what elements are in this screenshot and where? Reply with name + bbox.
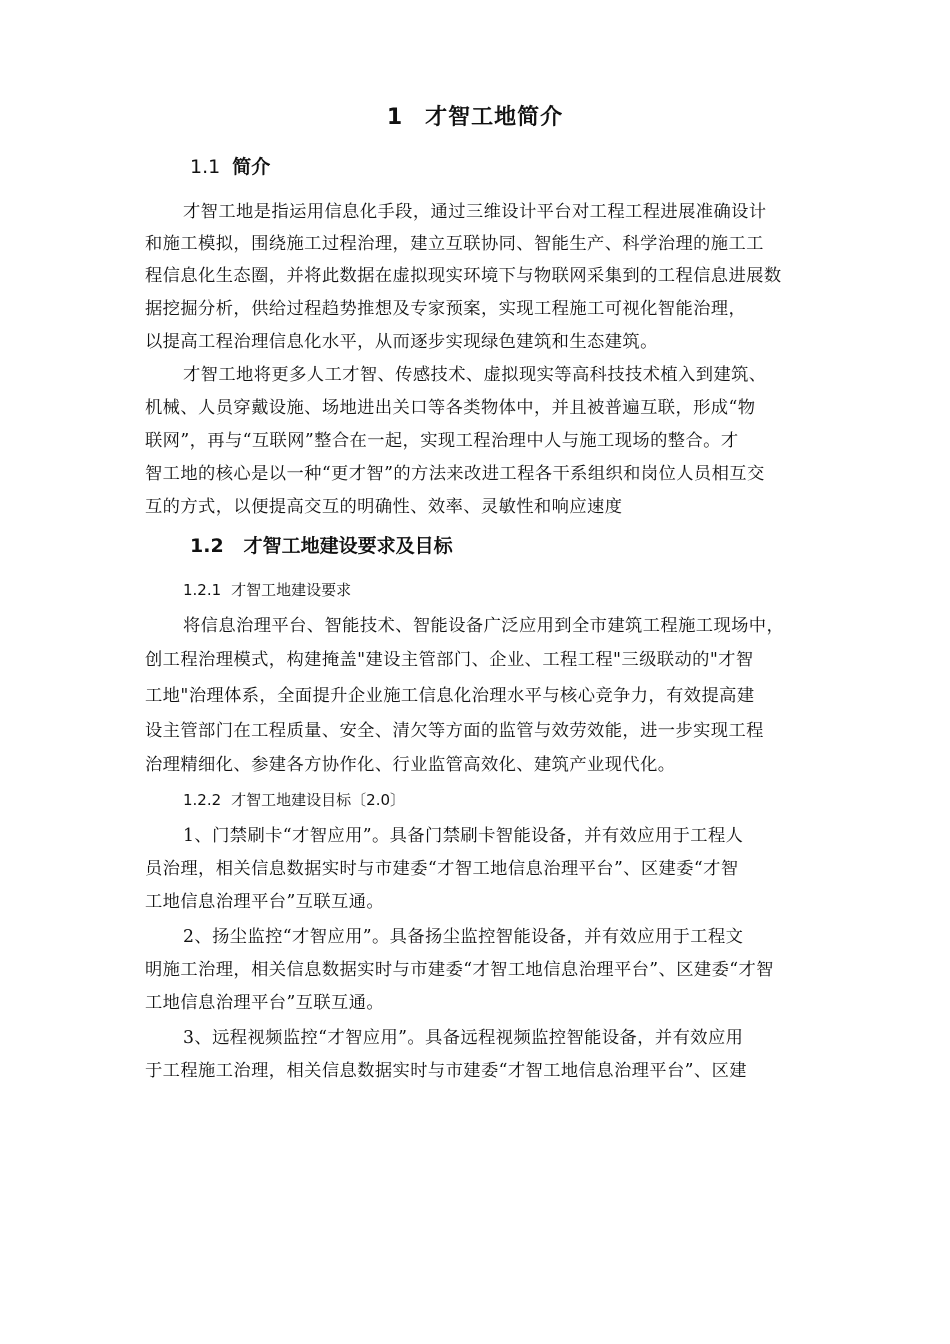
paragraph-line: 程信息化生态圈，并将此数据在虚拟现实环境下与物联网采集到的工程信息进展数 [145, 266, 782, 286]
list-item-line: 于工程施工治理，相关信息数据实时与市建委“才智工地信息治理平台”、区建 [145, 1061, 747, 1081]
list-item-line: 明施工治理，相关信息数据实时与市建委“才智工地信息治理平台”、区建委“才智 [145, 960, 774, 980]
list-item-line: 员治理，相关信息数据实时与市建委“才智工地信息治理平台”、区建委“才智 [145, 859, 739, 879]
paragraph-line: 治理精细化、参建各方协作化、行业监管高效化、建筑产业现代化。 [145, 755, 676, 775]
list-item-line: 2、扬尘监控“才智应用”。具备扬尘监控智能设备，并有效应用于工程文 [183, 927, 744, 947]
paragraph-line: 机械、人员穿戴设施、场地进出关口等各类物体中，并且被普遍互联，形成“物 [145, 398, 756, 418]
paragraph-line: 设主管部门在工程质量、安全、清欠等方面的监管与效劳效能，进一步实现工程 [145, 721, 764, 741]
paragraph-line: 和施工模拟，围绕施工过程治理，建立互联协同、智能生产、科学治理的施工工 [145, 234, 764, 254]
list-item-line: 3、远程视频监控“才智应用”。具备远程视频监控智能设备，并有效应用 [183, 1028, 744, 1048]
subsection-heading-1-2-2 [183, 789, 405, 811]
list-item-line: 1、门禁刷卡“才智应用”。具备门禁刷卡智能设备，并有效应用于工程人 [183, 826, 744, 846]
paragraph-line: 联网”，再与“互联网”整合在一起，实现工程治理中人与施工现场的整合。才 [145, 431, 739, 451]
subsection-heading-1-2-1 [183, 579, 351, 601]
chapter-number: 1 [386, 105, 404, 130]
paragraph-line: 以提高工程治理信息化水平，从而逐步实现绿色建筑和生态建筑。 [145, 332, 658, 352]
subsection-title: 才智工地建设目标〔2.0〕 [231, 791, 406, 809]
chapter-heading [0, 103, 950, 133]
paragraph-line: 智工地的核心是以一种“更才智”的方法来改进工程各干系组织和岗位人员相互交 [145, 464, 765, 484]
list-item-line: 工地信息治理平台”互联互通。 [145, 892, 385, 912]
section-number: 1.1 [190, 156, 221, 178]
paragraph-line: 才智工地将更多人工才智、传感技术、虚拟现实等高科技技术植入到建筑、 [183, 365, 767, 385]
section-title: 才智工地建设要求及目标 [243, 535, 453, 557]
paragraph-line: 创工程治理模式，构建掩盖"建设主管部门、企业、工程工程"三级联动的"才智 [145, 650, 754, 670]
subsection-number: 1.2.1 [183, 581, 222, 599]
subsection-number: 1.2.2 [183, 791, 222, 809]
paragraph-line: 才智工地是指运用信息化手段，通过三维设计平台对工程工程进展准确设计 [183, 202, 767, 222]
paragraph-line: 互的方式，以便提高交互的明确性、效率、灵敏性和响应速度 [145, 497, 623, 517]
section-title: 简介 [232, 156, 271, 178]
section-heading-1-1 [190, 154, 270, 180]
paragraph-line: 据挖掘分析，供给过程趋势推想及专家预案，实现工程施工可视化智能治理， [145, 299, 747, 319]
paragraph-line: 将信息治理平台、智能技术、智能设备广泛应用到全市建筑工程施工现场中， [183, 616, 785, 636]
section-heading-1-2 [190, 533, 453, 559]
paragraph-line: 工地"治理体系，全面提升企业施工信息化治理水平与核心竞争力，有效提高建 [145, 686, 755, 706]
chapter-title: 才智工地简介 [425, 105, 564, 130]
subsection-title: 才智工地建设要求 [231, 581, 352, 599]
section-number: 1.2 [190, 535, 224, 557]
list-item-line: 工地信息治理平台”互联互通。 [145, 993, 385, 1013]
